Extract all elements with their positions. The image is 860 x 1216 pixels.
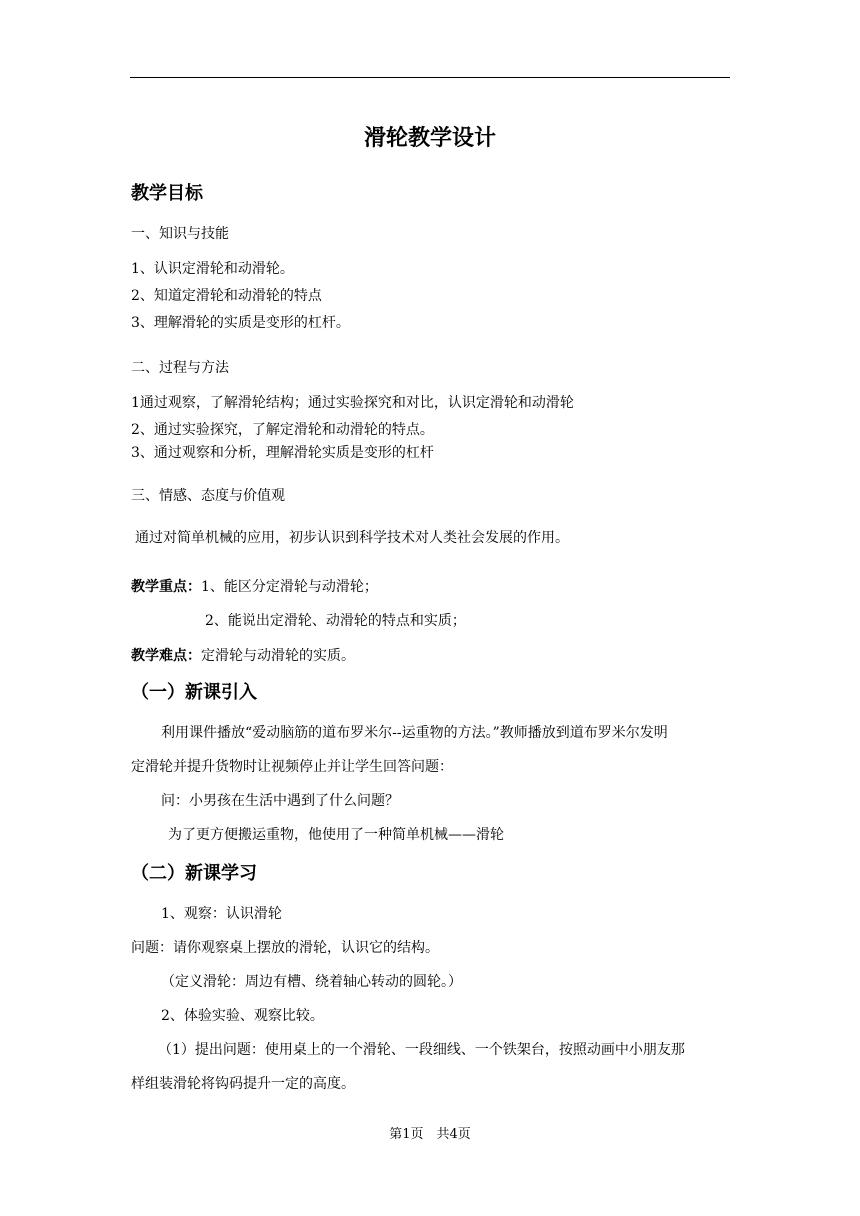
study-sub1-line-1: （1）提出问题：使用桌上的一个滑轮、一段细线、一个铁架台，按照动画中小朋友那 <box>158 1042 685 1058</box>
key-point-1: 1、能区分定滑轮与动滑轮； <box>201 579 378 595</box>
section3-text: 通过对简单机械的应用，初步认识到科学技术对人类社会发展的作用。 <box>135 530 569 546</box>
study-heading: （二）新课学习 <box>131 863 257 884</box>
study-step-2: 2、体验实验、观察比较。 <box>161 1008 324 1024</box>
header-rule <box>130 77 730 78</box>
study-sub1-line-2: 样组装滑轮将钩码提升一定的高度。 <box>131 1076 355 1092</box>
difficulty-text: 定滑轮与动滑轮的实质。 <box>201 648 355 664</box>
objectives-heading: 教学目标 <box>131 183 203 204</box>
intro-answer: 为了更方便搬运重物，他使用了一种简单机械——滑轮 <box>168 827 504 843</box>
section1-item-3: 3、理解滑轮的实质是变形的杠杆。 <box>131 315 350 331</box>
study-question: 问题：请你观察桌上摆放的滑轮，认识它的结构。 <box>131 940 439 956</box>
section2-item-2: 2、通过实验探究，了解定滑轮和动滑轮的特点。 <box>131 422 434 438</box>
study-step-1: 1、观察：认识滑轮 <box>161 906 282 922</box>
section1-item-2: 2、知道定滑轮和动滑轮的特点 <box>131 288 322 304</box>
page-footer: 第1页 共4页 <box>389 1127 471 1142</box>
study-definition: （定义滑轮：周边有槽、绕着轴心转动的圆轮。） <box>161 974 462 990</box>
intro-question: 问：小男孩在生活中遇到了什么问题？ <box>161 793 399 809</box>
section3-heading: 三、情感、态度与价值观 <box>131 488 285 504</box>
document-title: 滑轮教学设计 <box>363 126 496 151</box>
section2-heading: 二、过程与方法 <box>131 360 229 376</box>
intro-heading: （一）新课引入 <box>131 682 257 703</box>
difficulty-label: 教学难点： <box>131 648 201 664</box>
section2-item-1: 1通过观察，了解滑轮结构；通过实验探究和对比，认识定滑轮和动滑轮 <box>131 395 574 411</box>
section1-heading: 一、知识与技能 <box>131 226 229 242</box>
key-points-label: 教学重点： <box>131 579 201 595</box>
key-point-2: 2、能说出定滑轮、动滑轮的特点和实质； <box>205 613 466 629</box>
section1-item-1: 1、认识定滑轮和动滑轮。 <box>131 261 294 277</box>
section2-item-3: 3、通过观察和分析，理解滑轮实质是变形的杠杆 <box>131 445 434 461</box>
key-points-line-1 <box>131 577 378 597</box>
intro-paragraph-line-2: 定滑轮并提升货物时让视频停止并让学生回答问题： <box>131 759 453 775</box>
intro-paragraph-line-1: 利用课件播放“爱动脑筋的道布罗米尔--运重物的方法。”教师播放到道布罗米尔发明 <box>161 725 668 741</box>
difficulty-line <box>131 646 355 666</box>
